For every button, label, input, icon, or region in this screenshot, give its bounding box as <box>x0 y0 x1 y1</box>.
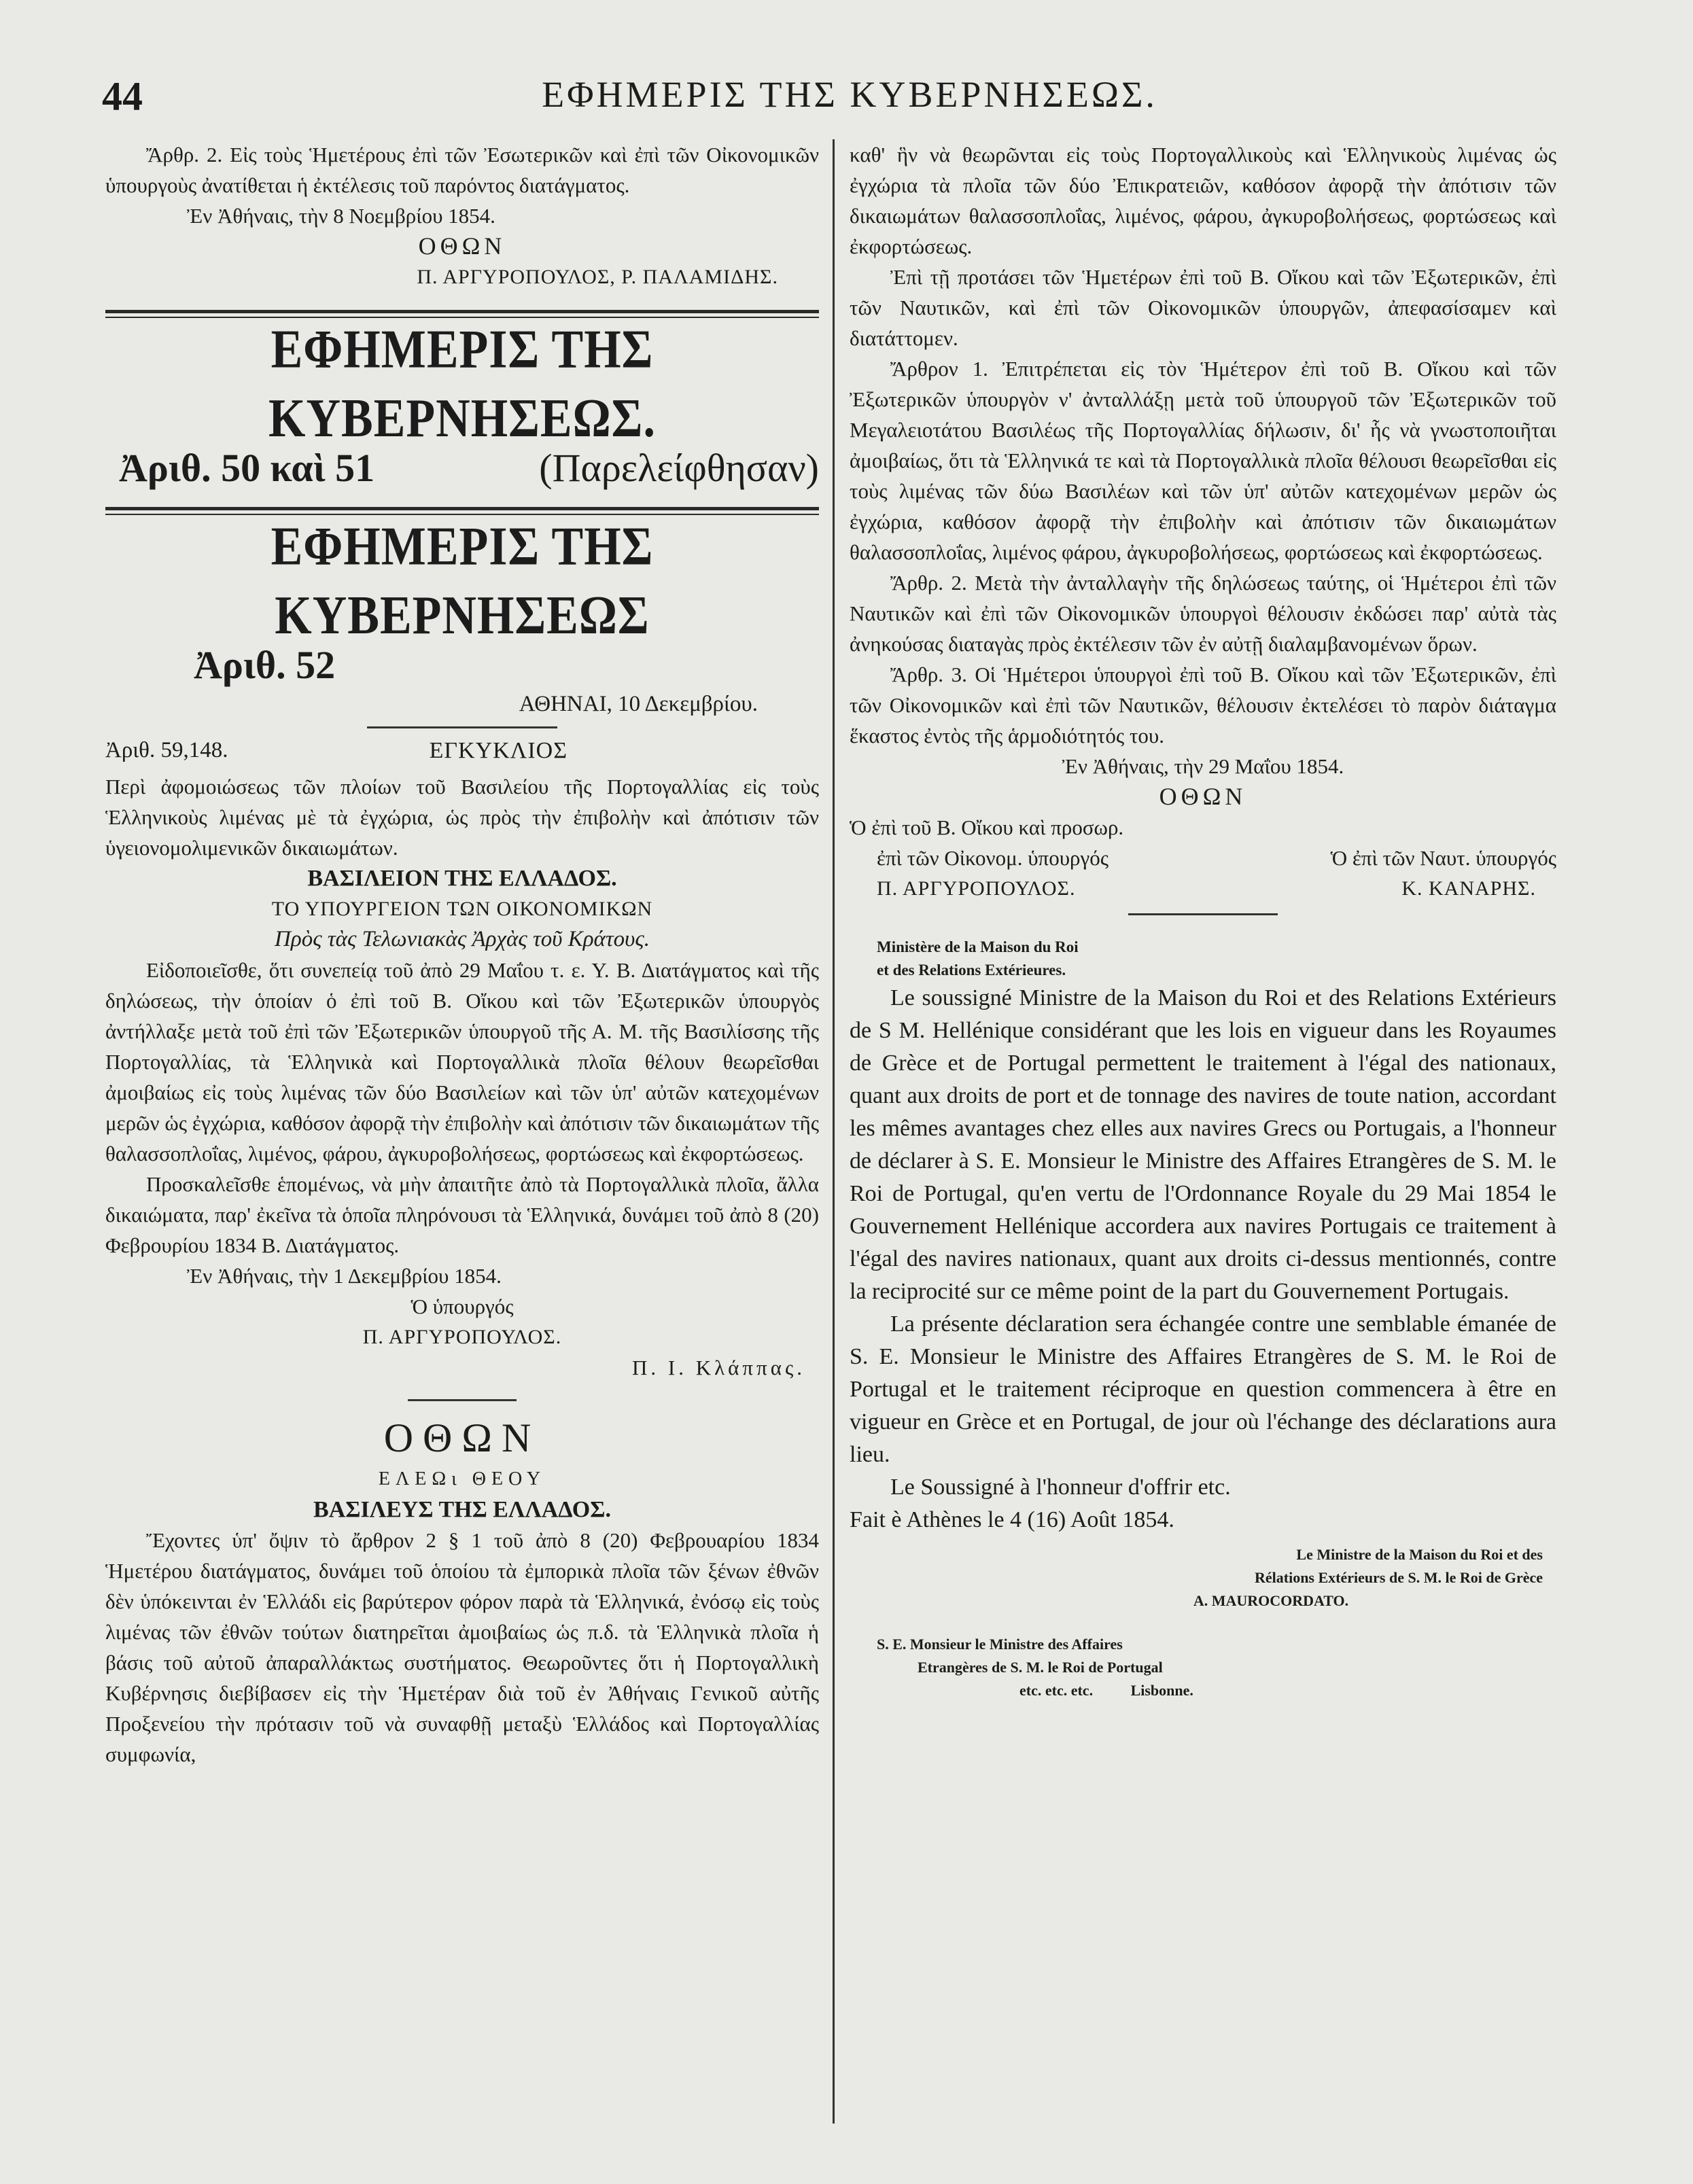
minister-finance-label: ἐπὶ τῶν Οἰκονομ. ὑπουργός <box>877 846 1109 870</box>
ministry-heading: ΤΟ ΥΠΟΥΡΓΕΙΟΝ ΤΩΝ ΟΙΚΟΝΟΜΙΚΩΝ <box>271 898 653 920</box>
otho-heading: ΟΘΩΝ <box>383 1415 541 1460</box>
date-line-1: Ἐν Ἀθήναις, τὴν 8 Νοεμβρίου 1854. <box>187 204 495 228</box>
date-line-2: Ἐν Ἀθήναις, τὴν 1 Δεκεμβρίου 1854. <box>187 1264 502 1288</box>
french-signature-line-2: Rélations Extérieurs de S. M. le Roi de Grèce <box>1254 1569 1543 1586</box>
decree-article-1: Ἄρθρον 1. Ἐπιτρέπεται εἰς τὸν Ἡμέτερον ἐπὶ τοῦ Β. Οἴκου καὶ τῶν Ἐξωτερικῶν ὑπουργὸν ν' ἀνταλλάξῃ μετὰ τοῦ ὑπουργοῦ τῶν Ἐξωτερικῶν τοῦ Μεγαλειοτάτου Βασιλέως τῆς Πορτογαλλίας δήλωσιν, δι' ἧς νὰ γνωστοποιῆται ἀμοιβαίως, ὅτι τὰ Ἑλληνικά τε καὶ τὰ Πορτογαλλικὰ πλοῖα θέλουσι θεωρεῖσθαι εἰς τοὺς λιμένας τῶν δύω Βασιλέων καὶ τῶν ὑπ' αὐτῶν κατεχομένων μερῶν ὡς ἐγχώρια, καθόσον ἀφορᾷ τὴν ἐπιβολὴν καὶ ἀπότισιν τῶν δικαιωμάτων θαλασσοπλοΐας, λιμένος φάρου, ἀγκυροβολήσεως, φορτώσεως καὶ ἐκφορτώσεως. <box>850 357 1556 564</box>
french-address-1: S. E. Monsieur le Ministre des Affaires <box>877 1636 1123 1653</box>
ministers-row <box>850 843 1556 873</box>
signature-otho-1: ΟΘΩΝ <box>418 232 506 260</box>
masthead-1: ΕΦΗΜΕΡΙΣ ΤΗΣ ΚΥΒΕΡΝΗΣΕΩΣ. <box>268 319 656 449</box>
french-address-etc: etc. etc. etc. <box>1019 1682 1094 1699</box>
decree-article-3: Ἄρθρ. 3. Οἱ Ἡμέτεροι ὑπουργοὶ ἐπὶ τοῦ Β. Οἴκου καὶ τῶν Ἐξωτερικῶν, ἐπὶ τῶν Οἰκονομικῶν καὶ ἐπὶ τῶν Ναυτικῶν, θέλουσιν ἐκτελέσει τὸ παρὸν διάταγμα ἕκαστος ἐντὸς τῆς ἁρμοδιότητός του. <box>850 663 1556 747</box>
french-date: Fait è Athènes le 4 (16) Août 1854. <box>850 1507 1174 1532</box>
issue-52: Ἀριθ. 52 <box>194 643 336 687</box>
french-declaration-1: Le soussigné Ministre de la Maison du Roi et des Relations Extérieurs de S M. Hellénique considérant que les lois en vigueur dans les Royaumes de Grèce et de Portugal permettent le traitement à l'égal des nationaux, quant aux droits de port et de tonnage des navires de toute nation, accordant les mêmes avantages chez elles aux navires Grecs ou Portugais, a l'honneur de déclarer à S. E. Monsieur le Ministre des Affaires Etrangères de S. M. le Roi de Portugal, qu'en vertu de l'Ordonnance Royale du 29 Mai 1854 le Gouvernement Hellénique accordera aux navires Portugais ce traitement à l'égal des navires nationaux, quant aux droits ci-dessus mentionnés, contre la reciprocité sur ce même point de la part du Gouvernement Portugais. <box>850 985 1556 1304</box>
signatory-argyropoulos: Π. ΑΡΓΥΡΟΠΟΥΛΟΣ. <box>362 1326 562 1348</box>
decree-signature-otho: ΟΘΩΝ <box>1159 783 1247 810</box>
king-of-greece: ΒΑΣΙΛΕΥΣ ΤΗΣ ΕΛΛΑΔΟΣ. <box>313 1497 611 1522</box>
circular-paragraph-2: Προσκαλεῖσθε ἑπομένως, νὰ μὴν ἀπαιτῆτε ἀπὸ τὰ Πορτογαλλικὰ πλοῖα, ἄλλα δικαιώματα, παρ' ἐκεῖνα τὰ ὁποῖα πληρόνουσι τὰ Ἑλληνικά, δυνάμει τοῦ ἀπὸ 8 (20) Φεβρουρίου 1834 Β. Διατάγματος. <box>105 1172 819 1257</box>
french-address-2: Etrangères de S. M. le Roi de Portugal <box>918 1659 1163 1676</box>
circular-number: Ἀριθ. 59,148. <box>105 738 228 762</box>
french-signature-line-1: Le Ministre de la Maison du Roi et des <box>1296 1546 1543 1563</box>
page-number: 44 <box>102 74 143 119</box>
decree-signatory-argyropoulos: Π. ΑΡΓΥΡΟΠΟΥΛΟΣ. <box>877 877 1076 900</box>
minister-house-label: Ὁ ἐπὶ τοῦ Β. Οἴκου καὶ προσωρ. <box>850 815 1124 839</box>
running-title: ΕΦΗΜΕΡΙΣ ΤΗΣ ΚΥΒΕΡΝΗΣΕΩΣ. <box>542 74 1157 115</box>
decree-continuation: καθ' ἣν νὰ θεωρῶνται εἰς τοὺς Πορτογαλλικοὺς καὶ Ἑλληνικοὺς λιμένας ὡς ἐγχώρια τὰ πλοῖα τῶν δύο Ἐπικρατειῶν, καθόσον ἀφορᾷ τὴν ἀπότισιν τῶν δικαιωμάτων θαλασσοπλοΐας, λιμένος, φάρου, ἀγκυροβολήσεως, φορτώσεως καὶ ἐκφορτώσεως. <box>850 143 1556 258</box>
french-declaration-2: La présente déclaration sera échangée contre une semblable émanée de S. E. Monsieur le Ministre des Affaires Etrangères de S. M. le Roi de Portugal et le traitement réciproque en question commencera à être en vigueur en Grèce et en Portugal, de jour où l'échange des déclarations aura lieu. <box>850 1311 1556 1467</box>
signatories-1: Π. ΑΡΓΥΡΟΠΟΥΛΟΣ, Ρ. ΠΑΛΑΜΙΔΗΣ. <box>417 266 778 288</box>
minister-label: Ὁ ὑπουργός <box>411 1294 514 1318</box>
circular-heading <box>105 735 819 766</box>
decree-preamble: Ἔχοντες ὑπ' ὄψιν τὸ ἄρθρον 2 § 1 τοῦ ἀπὸ 8 (20) Φεβρουαρίου 1834 Ἡμετέρου διατάγματος, δυνάμει τοῦ ὁποίου τὰ ἐμπορικὰ πλοῖα τῶν ξένων ἐθνῶν δὲν ὑπόκεινται ἐν Ἑλλάδι εἰς βαρύτερον φόρον παρὰ τὰ Ἑλληνικά, ἐνόσῳ εἰς τοὺς λιμένας τῶν ἐθνῶν τούτων διατηρεῖται ἀμοιβαίως ὡς π.δ. τὰ Ἑλληνικὰ πλοῖα ἡ βάσις τοῦ αὐτοῦ ἀπαραλλάκτως συστήματος. Θεωροῦντες ὅτι ἡ Πορτογαλλικὴ Κυβέρνησις διεβίβασεν εἰς τὴν Ἡμετέραν διὰ τοῦ ἐν Ἀθήναις Γενικοῦ αὐτῆς Προξενείου τὴν πρότασιν τοῦ νὰ συναφθῇ μεταξὺ Ἑλλάδος καὶ Πορτογαλλίας συμφωνία, <box>105 1528 819 1766</box>
minister-naval-label: Ὁ ἐπὶ τῶν Ναυτ. ὑπουργός <box>1330 846 1556 870</box>
by-grace-of-god: ΕΛΕΩι ΘΕΟΥ <box>378 1468 546 1490</box>
right-column <box>850 139 1556 1702</box>
decree-signatory-kanaris: Κ. ΚΑΝΑΡΗΣ. <box>1401 877 1536 900</box>
kingdom-heading: ΒΑΣΙΛΕΙΟΝ ΤΗΣ ΕΛΛΑΔΟΣ. <box>307 866 617 891</box>
masthead-2: ΕΦΗΜΕΡΙΣ ΤΗΣ ΚΥΒΕΡΝΗΣΕΩΣ <box>270 516 654 646</box>
decree-proposal: Ἐπὶ τῇ προτάσει τῶν Ἡμετέρων ἐπὶ τοῦ Β. Οἴκου καὶ τῶν Ἐξωτερικῶν, ἐπὶ τῶν Ναυτικῶν, καὶ ἐπὶ τῶν Οἰκονομικῶν ὑπουργῶν, ἀπεφασίσαμεν καὶ διατάττομεν. <box>850 265 1556 350</box>
left-column <box>105 139 819 1769</box>
column-divider <box>833 139 835 2124</box>
issue-50-51: Ἀριθ. 50 καὶ 51 <box>119 446 375 490</box>
decree-date: Ἐν Ἀθήναις, τὴν 29 Μαΐου 1854. <box>1062 754 1344 778</box>
decree-signatories <box>850 873 1556 904</box>
signatory-klappas: Π. Ι. Κλάππας. <box>632 1356 805 1379</box>
french-address-lisbon: Lisbonne. <box>1130 1682 1193 1699</box>
page-header <box>102 73 1597 128</box>
short-rule-2 <box>408 1399 517 1401</box>
article-2: Ἄρθρ. 2. Εἰς τοὺς Ἡμετέρους ἐπὶ τῶν Ἐσωτερικῶν καὶ ἐπὶ τῶν Οἰκονομικῶν ὑπουργοὺς ἀνατίθεται ἡ ἐκτέλεσις τοῦ παρόντος διατάγματος. <box>105 143 819 197</box>
decree-article-2: Ἄρθρ. 2. Μετὰ τὴν ἀνταλλαγὴν τῆς δηλώσεως ταύτης, οἱ Ἡμέτεροι ἐπὶ τῶν Ναυτικῶν καὶ ἐπὶ τῶν Οἰκονομικῶν ὑπουργοὶ θέλουσιν ἐκδώσει παρ' αὐτὰ τὰς ἀνηκούσας διαταγὰς πρὸς ἐκτέλεσιν τῶν ἐν αὐτῇ διαλαμβανομένων ὅρων. <box>850 571 1556 656</box>
short-rule <box>367 726 557 728</box>
french-ministry-line-2: et des Relations Extérieures. <box>877 962 1066 979</box>
french-ministry-line-1: Ministère de la Maison du Roi <box>877 938 1079 955</box>
french-closing: Le Soussigné à l'honneur d'offrir etc. <box>890 1475 1231 1500</box>
omitted-note: (Παρελείφθησαν) <box>539 446 819 490</box>
short-rule-3 <box>1128 913 1278 915</box>
addressee: Πρὸς τὰς Τελωνιακὰς Ἀρχὰς τοῦ Κράτους. <box>275 927 650 951</box>
circular-subject: Περὶ ἀφομοιώσεως τῶν πλοίων τοῦ Βασιλείου τῆς Πορτογαλλίας εἰς τοὺς Ἑλληνικοὺς λιμένας μὲ τὰ ἐγχώρια, ὡς πρὸς τὴν ἐπιβολὴν καὶ ἀπότισιν τῶν ὑγειονομολιμενικῶν δικαιωμάτων. <box>105 775 819 860</box>
french-signatory: A. MAUROCORDATO. <box>1193 1592 1349 1609</box>
circular-paragraph-1: Εἰδοποιεῖσθε, ὅτι συνεπείᾳ τοῦ ἀπὸ 29 Μαΐου τ. ε. Υ. Β. Διατάγματος καὶ τῆς δηλώσεως, τὴν ὁποίαν ὁ ἐπὶ τοῦ Β. Οἴκου καὶ τῶν Ἐξωτερικῶν ὑπουργὸς ἀντήλλαξε μετὰ τοῦ ἐπὶ τῶν Ἐξωτερικῶν ὑπουργοῦ τῆς Α. Μ. τῆς Βασιλίσσης τῆς Πορτογαλλίας, τὰ Ἑλληνικὰ καὶ Πορτογαλλικὰ πλοῖα θέλουν θεωρεῖσθαι ἀμοιβαίως εἰς τοὺς λιμένας τῶν δύο Βασιλείων καὶ τῶν ὑπ' αὐτῶν κατεχομένων μερῶν ὡς ἐγχώρια, καθόσον ἀφορᾷ τὴν ἐπιβολὴν καὶ ἀπότισιν τῶν δικαιωμάτων τῆς θαλασσοπλοΐας, λιμένος, φάρου, ἀγκυροβολήσεως, φορτώσεως καὶ ἐκφορτώσεως. <box>105 958 819 1165</box>
dateline-athens: ΑΘΗΝΑΙ, 10 Δεκεμβρίου. <box>519 692 758 716</box>
circular-title: ΕΓΚΥΚΛΙΟΣ <box>429 738 568 763</box>
french-address-3-row <box>850 1679 1556 1702</box>
